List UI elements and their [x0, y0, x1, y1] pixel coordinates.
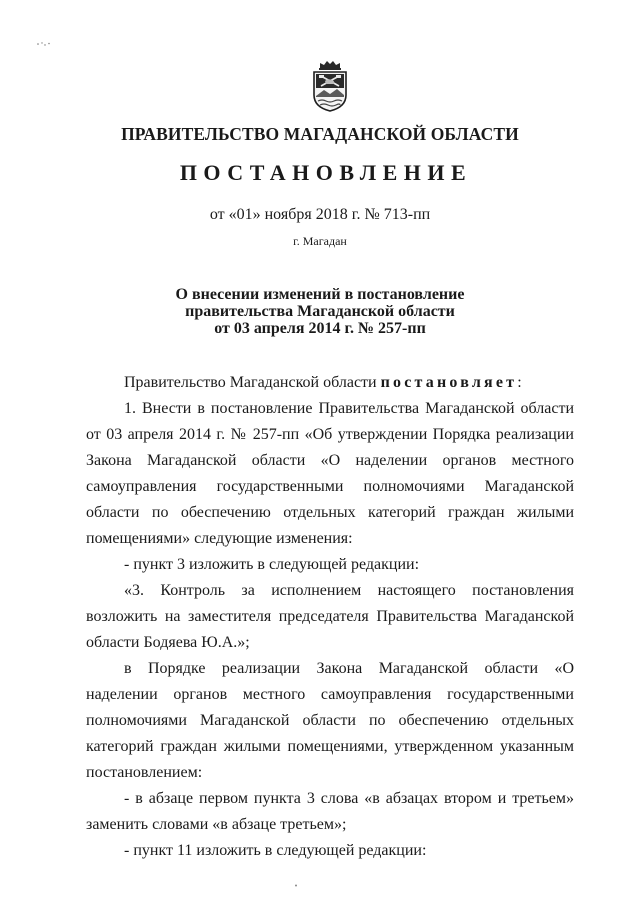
government-title: ПРАВИТЕЛЬСТВО МАГАДАНСКОЙ ОБЛАСТИ	[121, 124, 519, 144]
subject-line-2: правительства Магаданской области	[185, 303, 455, 320]
paragraph-2: - пункт 3 изложить в следующей редакции:	[124, 556, 420, 573]
paragraph-6: - пункт 11 изложить в следующей редакции:	[124, 842, 427, 859]
subject-line-3: от 03 апреля 2014 г. № 257-пп	[214, 320, 426, 337]
document-body	[86, 370, 574, 864]
subject-line-1: О внесении изменений в постановление	[175, 286, 465, 303]
document-date-number: от «01» ноября 2018 г. № 713-пп	[209, 206, 431, 223]
document-type-title: ПОСТАНОВЛЕНИЕ	[179, 160, 473, 185]
paragraph-5: - в абзаце первом пункта 3 слова «в абзацах втором и третьем» заменить словами «в абзаце третьем»;	[86, 790, 574, 833]
scan-speck-icon	[36, 40, 52, 48]
scan-dot-icon	[294, 884, 298, 887]
paragraph-3: «3. Контроль за исполнением настоящего постановления возложить на заместителя председателя Правительства Магаданской области Бодяева Ю.А.»;	[86, 582, 574, 651]
document-city: г. Магадан	[293, 234, 347, 248]
intro-paragraph	[86, 370, 574, 396]
coat-of-arms-icon	[306, 59, 354, 113]
decree-word: постановляет	[380, 374, 518, 391]
paragraph-1: 1. Внести в постановление Правительства Магаданской области от 03 апреля 2014 г. № 257-пп «Об утверждении Порядка реализации Закона Магаданской области «О наделении органов местного самоуправления государственными полномочиями Магаданской области по обеспечению отдельных категорий граждан жилыми помещениями» следующие изменения:	[86, 400, 574, 547]
document-subject	[0, 286, 640, 337]
intro-prefix: Правительство Магаданской области	[124, 374, 381, 391]
paragraph-4: в Порядке реализации Закона Магаданской области «О наделении органов местного самоуправления государственными полномочиями Магаданской области по обеспечению отдельных категорий граждан жилыми помещениями, утвержденном указанным постановлением:	[86, 660, 574, 781]
intro-suffix: :	[517, 374, 522, 391]
